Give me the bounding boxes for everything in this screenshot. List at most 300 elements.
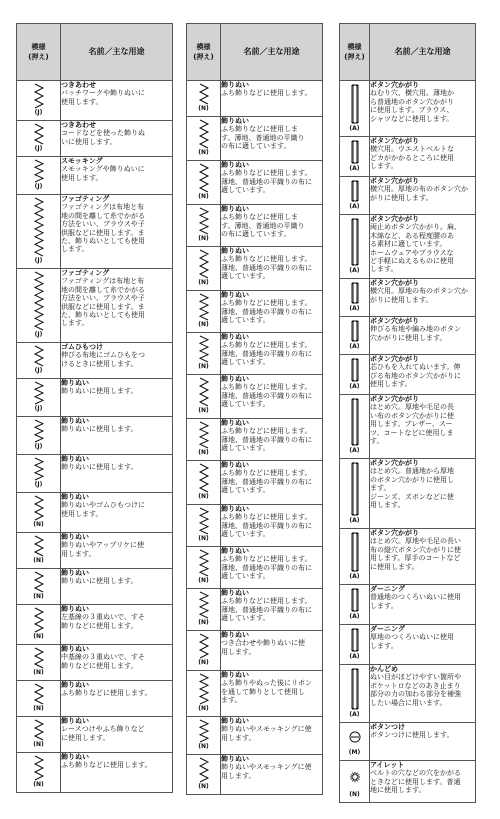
hook-chain-icon [187,757,220,783]
stitch-use-line: 用します。 [221,771,256,780]
stitch-use-line: に使用します。 [370,562,419,571]
stitch-name: 飾りぬい [221,205,249,213]
pattern-cell [187,547,221,589]
stitch-use-line: す。薄地、普通地の平織り [221,133,305,142]
zigzag-icon [17,83,60,109]
stitch-row [17,417,173,455]
stitch-use-line: る素材に適しています。 [370,240,447,249]
stitch-row [340,81,476,137]
stitch-use-line: ベルトの穴などの穴をかがる [370,769,461,778]
stitch-row [187,117,323,161]
stitch-use-line: 適しています。 [221,316,270,325]
pattern-cell [187,375,221,419]
stitch-use-line: ふち飾りなどに使用します。 [221,513,312,522]
stitch-use-line: 穴かがりに使用します。 [370,333,447,342]
stitch-use-line: ふち飾りなどに使用します。 [61,689,152,698]
pattern-header: 模様 (押え) [17,24,61,81]
pattern-cell [17,605,61,645]
presser-foot-label: (J) [34,481,43,488]
pattern-cell [187,631,221,671]
description-cell [61,455,173,493]
stitch-row [187,589,323,631]
presser-foot-label: (N) [198,321,209,328]
stitch-name: 飾りぬい [221,547,249,555]
presser-foot-label: (A) [349,573,360,580]
stitch-use-line: ど手軽にぬえるものに使用 [370,257,454,266]
presser-foot-label: (J) [34,257,43,264]
arrow-chain-icon [187,507,220,535]
stitch-row [340,355,476,395]
stitch-use-line: の布に適しています。 [221,230,291,239]
stitch-use-line: 薄地、普通地の平織りの布に [221,349,312,358]
pattern-cell [17,269,61,343]
pattern-cell [187,247,221,291]
stitch-use-line: 適しています。 [221,614,270,623]
stitch-use-line: レースつけやふち飾りなど [61,725,145,734]
stitch-name: ファゴティング [61,269,110,277]
stitch-use-line: 飾りぬいに使用します。 [61,387,138,396]
stitch-name: アイレット [370,761,405,769]
pattern-cell [17,81,61,121]
stitch-row [340,279,476,317]
stitch-use-line: 薄地、普通地の平織りの布に [221,605,312,614]
stitch-use-line: つき合わせや飾りぬいに使 [221,639,305,648]
stitch-use-line: がりに使用します。 [370,295,433,304]
diamond-chain-icon [17,419,60,443]
stitch-use-line: します。 [370,601,398,610]
pattern-cell [17,157,61,195]
description-cell [221,247,323,291]
description-cell [370,81,476,137]
description-cell [61,81,173,121]
stitch-use-line: 普通地のつくろいぬいに使用 [370,593,461,602]
stitch-name: 飾りぬい [61,717,89,725]
presser-foot-label: (A) [349,517,360,524]
pattern-cell [17,569,61,605]
presser-foot-label: (A) [349,165,360,172]
knot-chain-icon [187,335,220,363]
spine-icon [187,591,220,619]
pattern-cell [17,681,61,717]
stitch-name: ボタン穴かがり [370,279,419,287]
bead-chain-icon [187,249,220,279]
pattern-header: 模様 (押え) [187,24,221,81]
stitch-use-line: はとめ穴。厚地や毛足の長い [370,537,461,546]
stitch-use-line: ふち飾りなどに使用します。 [221,299,312,308]
stitch-use-line: します。 [61,245,89,254]
smocking-icon [17,159,60,183]
stitch-name: つきあわせ [61,121,96,129]
stitch-use-line: 部分の力の加わる部分を補強 [370,690,461,699]
stitch-use-line: はとめ穴。厚地や毛足の長 [370,403,454,412]
pattern-cell [187,589,221,631]
stitch-name: ボタン穴かがり [370,529,419,537]
description-cell [221,505,323,547]
stitch-use-line: す。薄地、普通地の平織り [221,221,305,230]
description-cell [370,665,476,723]
buttonhole-keyhole-icon [340,397,369,447]
description-cell [370,215,476,279]
stitch-use-line: 供服などに使用します。ま [61,228,145,237]
honeycomb-icon [17,571,60,593]
buttonhole-tapered-icon [340,179,369,203]
stitch-use-line: 横穴用。厚地の布のボタン穴か [370,185,468,194]
stitch-use-line: 方法をいい、ブラウスや子 [61,220,145,229]
pattern-cell [340,355,370,395]
pattern-cell [187,419,221,461]
stitch-use-line: の布に適しています。 [221,142,291,151]
pattern-cell [340,723,370,761]
stitch-name: 飾りぬい [61,753,89,761]
description-cell [370,177,476,215]
pattern-cell [340,761,370,803]
description-cell [221,205,323,247]
stitch-use-line: 薄地、普通地の平織りの布に [221,307,312,316]
blanket-icon [187,119,220,149]
stitch-use-line: ツ、コートなどに使用しま [370,428,454,437]
presser-foot-label: (N) [198,105,209,112]
presser-foot-label: (N) [198,659,209,666]
stitch-use-line: ファゴティングは布地と布 [61,203,145,212]
description-cell [370,585,476,625]
stitch-use-line: 横穴用。厚地の布のボタン穴か [370,287,468,296]
pattern-cell [187,755,221,795]
pattern-cell [187,161,221,205]
description-cell [61,121,173,157]
presser-foot-label: (N) [33,557,44,564]
pattern-cell [187,333,221,375]
stitch-use-line: ポケットロなどのあき止まり [370,681,461,690]
eyelet-icon [340,763,369,791]
stitch-use-line: ふち飾りなどに使用します。 [221,255,312,264]
stitch-use-line: 方法をいい、ブラウスや子 [61,294,145,303]
description-cell [61,753,173,793]
stitch-use-line: します。 [370,641,398,650]
stitch-use-line: 薄地、普通地の平織りの布に [221,435,312,444]
description-cell [370,395,476,459]
stitch-use-line: ふち飾りやぬった後にリボン [221,679,312,688]
presser-foot-label: (A) [349,711,360,718]
stitch-use-line: 横穴用。ウエストベルトな [370,145,454,154]
presser-foot-label: (J) [34,405,43,412]
presser-foot-label: (J) [34,443,43,450]
stitch-row [187,755,323,795]
presser-foot-label: (N) [33,781,44,788]
presser-foot-label: (J) [34,331,43,338]
stitch-use-line: ふち飾りなどに使用します。 [221,427,312,436]
stitch-use-line: 使用します。 [61,97,103,106]
stitch-row [17,681,173,717]
presser-foot-label: (N) [349,791,360,798]
stitch-name: 飾りぬい [221,755,249,763]
stitch-use-line: ジーンズ、ズボンなどに使 [370,492,454,501]
buttonhole-bar-icon [340,139,369,165]
stitch-use-line: い布のボタン穴かがりに使 [370,411,454,420]
pattern-cell [17,195,61,269]
stitch-name: 飾りぬい [61,645,89,653]
stitch-row [17,605,173,645]
stitch-row [187,161,323,205]
description-cell [221,671,323,717]
stitch-name: 飾りぬい [61,379,89,387]
stitch-use-line: ねむり穴、横穴用。薄地か [370,89,454,98]
darning-heavy-icon [340,627,369,653]
buttonhole-round-icon [340,83,369,125]
stitch-use-line: 供服などに使用します。ま [61,302,145,311]
stitch-use-line: 芯ひもを入れてぬいます。伸 [370,363,461,372]
pattern-header: 模様 (押え) [340,24,370,81]
pattern-cell [187,671,221,717]
stitch-name: ボタン穴かがり [370,137,419,145]
stitch-use-line: 適しています。 [221,186,270,195]
stitch-name: スモッキング [61,157,103,165]
stitch-use-line: 薄地、普通地の平織りの布に [221,177,312,186]
description-cell [61,343,173,379]
satin-icon [17,535,60,557]
presser-foot-label: (A) [349,203,360,210]
scallop-icon [17,683,60,705]
stitch-use-line: ぬい目がほどけやすい箇所や [370,673,461,682]
stitch-use-line: ふち飾りなどに使用します。 [221,169,312,178]
stitch-use-line: 適しています。 [221,572,270,581]
stitch-use-line: 飾りぬいに使用します。 [61,425,138,434]
stitch-use-line: ふち飾りなどに使用します。 [221,89,312,98]
stitch-row [17,121,173,157]
stitch-use-line: ら普通地のボタン穴かがり [370,97,454,106]
stitch-use-line: がりに使用します。 [370,193,433,202]
stitch-use-line: ふち飾りなどに使用します。 [221,555,312,564]
stitch-use-line: ふち飾りなどに使用します。 [221,341,312,350]
stitch-use-line: ホームウェアやブラウスな [370,248,454,257]
pattern-cell [340,625,370,665]
stitch-row [17,455,173,493]
stitch-use-line: 適しています。 [221,272,270,281]
bartack-icon [340,667,369,711]
stitch-use-line: 飾りぬいやスモッキングに使 [221,725,312,734]
stitch-use-line: 用します。ブレザー、スー [370,420,453,429]
stitch-name: 飾りぬい [221,505,249,513]
description-cell [370,625,476,665]
stitch-use-line: た、飾りぬいとしても使用 [61,237,145,246]
pattern-cell [17,417,61,455]
comb-icon [17,719,60,741]
stitch-row [340,529,476,585]
description-cell [61,195,173,269]
description-cell [370,723,476,761]
elastic-icon [17,345,60,367]
triple-center-icon [17,647,60,669]
stitch-name: 飾りぬい [221,589,249,597]
stitch-use-line: 薄地、普通地の平織りの布に [221,391,312,400]
description-cell [221,755,323,795]
stitch-name: 飾りぬい [221,117,249,125]
pattern-cell [17,455,61,493]
double-x-icon [187,463,220,493]
stitch-row [17,753,173,793]
stitch-name: 飾りぬい [221,631,249,639]
pattern-cell [187,291,221,333]
stitch-name: 飾りぬい [221,81,249,89]
stitch-name: 飾りぬい [221,291,249,299]
presser-foot-label: (A) [349,125,360,132]
presser-foot-label: (N) [198,235,209,242]
stitch-use-line: 使用します。 [61,509,103,518]
stitch-row [187,419,323,461]
stitch-row [340,625,476,665]
stitch-use-line: 地に使用します。 [370,786,426,795]
presser-foot-label: (A) [349,305,360,312]
description-cell [370,761,476,803]
slant-icon [17,755,60,781]
stitch-use-line: ときなどに使用します。普通 [370,777,461,786]
stitch-use-line: 木綿など、ある程度腰のあ [370,231,454,240]
pattern-cell [187,505,221,547]
stitch-row [17,157,173,195]
stitch-use-line: ファゴティングは布地と布 [61,277,145,286]
stitch-name: ボタン穴かがり [370,215,419,223]
stitch-row [17,81,173,121]
buttonhole-keyhole-tapered-icon [340,461,369,517]
presser-foot-label: (A) [349,613,360,620]
stitch-use-line: 適しています。 [221,444,270,453]
presser-foot-label: (N) [198,149,209,156]
description-cell [221,631,323,671]
stitch-use-line: ます。 [370,484,391,493]
stitch-name: ファゴティング [61,195,110,203]
name-header: 名前／主な用途 [370,24,476,81]
stitch-name: 飾りぬい [61,605,89,613]
stitch-row [187,671,323,717]
buttonhole-heirloom-icon [340,357,369,383]
stitch-row [17,195,173,269]
description-cell [61,379,173,417]
buttonhole-stretch-icon [340,319,369,343]
stitch-row [17,269,173,343]
stitch-row [340,215,476,279]
presser-foot-label: (M) [348,749,361,756]
presser-foot-label: (A) [349,383,360,390]
pattern-cell [17,753,61,793]
description-cell [370,355,476,395]
description-cell [61,717,173,753]
stitch-use-line: コードなどを使った飾りぬ [61,129,145,138]
stitch-use-line: します。 [370,162,398,171]
stitch-use-line: 用します。 [370,501,405,510]
presser-foot-label: (J) [34,183,43,190]
stitch-row [340,459,476,529]
description-cell [221,161,323,205]
description-cell [61,681,173,717]
stitch-table-3 [339,23,476,803]
buttonhole-rounded-icon [340,217,369,267]
oval-chain-icon [187,163,220,193]
stitch-use-line: 飾りぬいに使用します。 [61,463,138,472]
zig-ladder-icon [17,457,60,481]
presser-foot-label: (N) [198,743,209,750]
description-cell [221,375,323,419]
presser-foot-label: (N) [33,669,44,676]
presser-foot-label: (N) [198,193,209,200]
stitch-use-line: 中基線の３重ぬいで、すそ [61,653,145,662]
braid-icon [187,377,220,407]
description-cell [61,493,173,533]
stitch-table-2 [186,23,323,795]
description-cell [221,291,323,333]
stitch-use-line: 適しています。 [221,358,270,367]
stitch-name: かんどめ [370,665,398,673]
pattern-cell [17,121,61,157]
stitch-use-line: 用します。 [221,647,256,656]
stitch-row [187,333,323,375]
pattern-cell [340,215,370,279]
pattern-cell [340,665,370,723]
cross-chain-icon [187,293,220,321]
stitch-use-line: 薄地、普通地の平織りの布に [221,263,312,272]
stitch-use-line: 厚地のつくろいぬいに使用 [370,633,454,642]
stitch-use-line: ふち飾りなどに使用しま [221,213,298,222]
description-cell [221,419,323,461]
stitch-use-line: 用します。 [221,733,256,742]
stitch-name: 飾りぬい [221,461,249,469]
stitch-name: 飾りぬい [221,161,249,169]
pattern-cell [187,117,221,161]
presser-foot-label: (N) [33,633,44,640]
stitch-use-line: 薄地、普通地の平織りの布に [221,477,312,486]
stitch-use-line: 両止めボタン穴かがり。麻、 [370,223,461,232]
stitch-use-line: ふち飾りなどに使用します。 [61,761,152,770]
cord-stitch-icon [17,123,60,145]
stitch-use-line: けるときに使用します。 [61,359,138,368]
description-cell [61,569,173,605]
darning-icon [340,587,369,613]
description-cell [370,459,476,529]
stitch-use-line: 用します。 [61,549,96,558]
description-cell [221,117,323,161]
stitch-name: ボタン穴かがり [370,355,419,363]
stitch-name: 飾りぬい [61,569,89,577]
stitch-name: 飾りぬい [61,455,89,463]
pattern-cell [187,461,221,505]
stitch-row [187,631,323,671]
stitch-name: 飾りぬい [221,671,249,679]
stitch-use-line: します。 [370,265,398,274]
stitch-use-line: ふち飾りなどに使用します。 [221,383,312,392]
buttonhole-square-icon [340,281,369,305]
stitch-row [17,533,173,569]
stitch-use-line: 飾りぬいやゴムひもつけに [61,501,145,510]
description-cell [61,533,173,569]
stitch-row [187,247,323,291]
presser-foot-label: (N) [198,783,209,790]
stitch-use-line: ふち飾りなどに使用します。 [221,469,312,478]
stitch-use-line: 使用します。 [61,173,103,182]
stitch-use-line: 飾りなどに使用します。 [61,661,138,670]
stitch-use-line: 適しています。 [221,530,270,539]
presser-foot-label: (J) [34,367,43,374]
stitch-name: 飾りぬい [61,681,89,689]
stitch-use-line: いに使用します。 [61,137,117,146]
stitch-row [17,343,173,379]
stitch-table-1 [16,23,173,793]
description-cell [221,81,323,117]
star-chain-icon [187,83,220,105]
description-cell [370,317,476,355]
stitch-use-line: ふち飾りなどに使用しま [221,125,298,134]
wave-icon [17,495,60,521]
feather-icon [187,549,220,577]
stitch-use-line: 使用します。 [370,380,412,389]
stitch-use-line: ふち飾りなどに使用します。 [221,597,312,606]
